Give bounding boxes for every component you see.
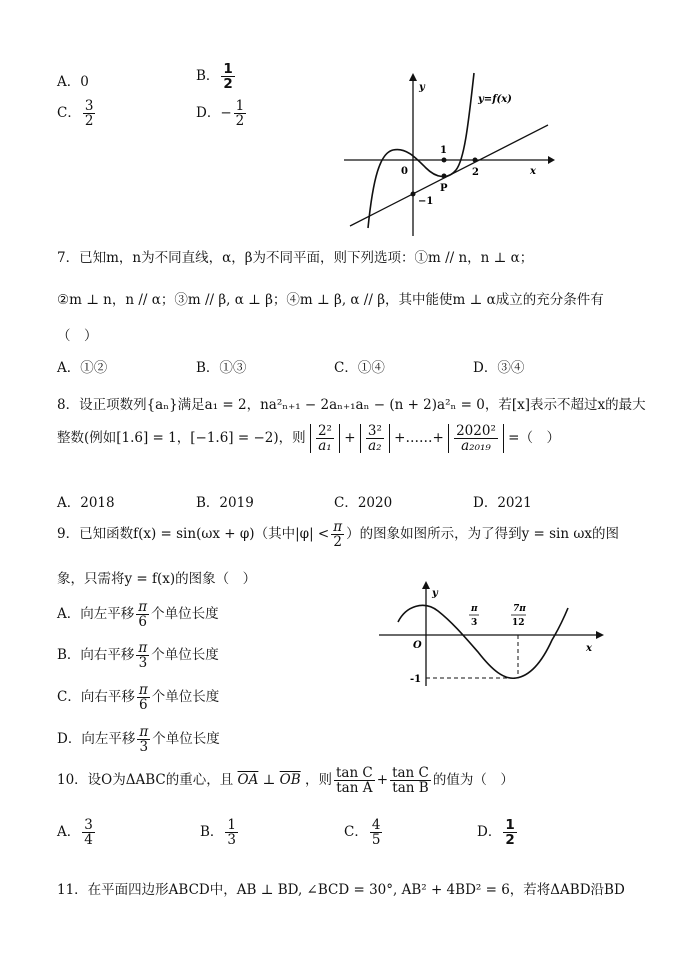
q6-option-c <box>57 99 97 128</box>
function-label: y=f(x) <box>478 94 512 105</box>
floor-bracket-3 <box>448 424 504 453</box>
x-axis-label: x <box>530 166 536 177</box>
numerator: 2² <box>317 423 332 439</box>
option-text: B．向右平移 <box>57 647 135 664</box>
option-label: B． <box>196 68 220 85</box>
q8-option-d: D．2021 <box>473 495 532 511</box>
q10-prefix: 10．设O为ΔABC的重心，且 <box>57 772 234 789</box>
plus-sign: + <box>376 772 389 789</box>
q6-option-d <box>196 99 248 128</box>
q9-line-2: 象，只需将y = f(x)的图象（ ） <box>57 571 257 587</box>
option-label: A． <box>57 74 81 90</box>
fraction <box>82 818 95 847</box>
vector-oa: $\overline{OA}$ <box>237 772 259 789</box>
fraction <box>136 600 149 629</box>
q8-suffix: =（ ） <box>508 430 560 447</box>
y-axis-arrow <box>422 581 430 589</box>
tick-label-2: 2 <box>472 167 479 178</box>
denominator: a₁ <box>316 438 334 453</box>
y-axis-label: y <box>419 82 425 93</box>
option-text: D．向左平移 <box>57 731 136 748</box>
fraction <box>221 62 234 91</box>
fraction <box>234 99 247 128</box>
option-text: C．向右平移 <box>57 689 135 706</box>
q9-option-c <box>57 683 219 712</box>
q11-line-1: 11．在平面四边形ABCD中，AB ⊥ BD, ∠BCD = 30°, AB² + 4BD² = 6，若将ΔABD沿BD <box>57 882 625 898</box>
q8-line-2-prefix: 整数(例如[1.6] = 1，[−1.6] = −2)，则 <box>57 430 306 447</box>
q10-option-d <box>477 818 519 847</box>
q9-line-1-suffix: ）的图象如图所示，为了得到y = sin ωx的图 <box>346 526 619 543</box>
q7-option-d: D．③④ <box>473 360 525 376</box>
numerator: π <box>138 640 148 656</box>
minus-sign: − <box>220 105 232 122</box>
numerator: 1 <box>235 98 245 114</box>
q6-option-b <box>196 62 237 91</box>
q8-option-a: A．2018 <box>57 495 115 511</box>
origin-label: 0 <box>401 166 408 177</box>
q9-option-a <box>57 600 219 629</box>
numerator: π <box>333 519 343 535</box>
q10-line-1 <box>57 766 514 795</box>
x-axis-arrow <box>548 156 555 164</box>
fraction <box>454 424 498 453</box>
denominator: tan B <box>390 780 431 795</box>
sine-curve <box>398 605 568 678</box>
x-axis-label: x <box>586 643 592 654</box>
q8-option-c: C．2020 <box>334 495 393 511</box>
ellipsis-sum: +……+ <box>394 430 444 447</box>
x-axis-arrow <box>596 631 604 639</box>
tick-label-pi3-num: π <box>471 604 478 614</box>
point-p-label: P <box>440 183 448 194</box>
numerator: tan C <box>392 765 429 781</box>
q9-line-1-prefix: 9．已知函数f(x) = sin(ωx + φ)（其中|φ| < <box>57 526 330 543</box>
q8-option-b: B．2019 <box>196 495 254 511</box>
q9-option-b <box>57 641 219 670</box>
q9-option-d <box>57 725 220 754</box>
tick-label-1: 1 <box>440 145 447 156</box>
q10-option-b <box>200 818 240 847</box>
denominator: tan A <box>334 780 375 795</box>
numerator: tan C <box>335 765 373 781</box>
q10-suffix: 的值为（ ） <box>432 772 514 789</box>
denominator: 4 <box>84 832 93 849</box>
option-label: B． <box>200 824 224 841</box>
q7-option-b: B．①③ <box>196 360 247 376</box>
q8-line-1: 8．设正项数列{aₙ}满足a₁ = 2，na²ₙ₊₁ − 2aₙ₊₁aₙ − (n + 2)a²ₙ = 0，若[x]表示不超过x的最大 <box>57 397 646 413</box>
denominator: a₂ <box>366 438 384 453</box>
fraction <box>136 641 149 670</box>
option-label: C． <box>344 824 368 841</box>
option-value: 0 <box>80 74 89 90</box>
q7-answer-paren: （ ） <box>57 328 98 344</box>
option-label: D． <box>196 105 221 122</box>
q7-line-1: 7．已知m，n为不同直线，α，β为不同平面，则下列选项：①m // n，n ⊥ α； <box>57 250 534 266</box>
q6-option-a <box>57 70 89 90</box>
denominator: 2 <box>223 76 233 93</box>
denominator: 3 <box>136 655 149 670</box>
fraction <box>137 725 150 754</box>
option-text: 个单位长度 <box>152 731 220 748</box>
option-text: 个单位长度 <box>151 689 220 706</box>
fraction <box>331 520 344 549</box>
denominator: 6 <box>136 614 149 629</box>
q10-mid: ，则 <box>304 772 332 789</box>
denominator: 5 <box>371 832 381 849</box>
point-x2 <box>473 158 478 163</box>
numerator: 3 <box>84 98 94 114</box>
denominator: 2 <box>331 534 344 549</box>
point-neg1 <box>411 192 416 197</box>
numerator: π <box>139 724 149 740</box>
plus-sign: + <box>344 430 356 447</box>
fraction <box>316 424 334 453</box>
option-text: A．向左平移 <box>57 606 135 623</box>
tick-label-7pi12-num: 7π <box>513 604 526 614</box>
numerator: 3 <box>84 817 93 833</box>
numerator: π <box>138 599 148 615</box>
denominator: 6 <box>137 697 150 712</box>
denominator: 2 <box>235 113 245 130</box>
y-axis-arrow <box>409 73 417 81</box>
fraction <box>225 818 238 847</box>
numerator: 4 <box>371 817 381 833</box>
denominator: 3 <box>137 739 150 754</box>
fraction <box>390 766 431 795</box>
q7-option-a: A．①② <box>57 360 108 376</box>
fraction <box>137 683 150 712</box>
perp-symbol: ⊥ <box>262 772 276 789</box>
numerator: 1 <box>223 61 233 77</box>
denominator: 3 <box>227 832 237 849</box>
fraction <box>370 818 383 847</box>
option-label: D． <box>477 824 502 841</box>
denominator: a₂₀₁₉ <box>454 438 498 453</box>
numerator: 1 <box>505 817 515 833</box>
denominator: 2 <box>505 832 515 849</box>
numerator: 3² <box>367 423 382 439</box>
floor-bracket-1 <box>310 424 340 453</box>
origin-label: O <box>413 640 422 651</box>
q7-option-c: C．①④ <box>334 360 385 376</box>
q8-line-2 <box>57 424 560 453</box>
tick-label-7pi12-den: 12 <box>512 618 525 628</box>
fraction <box>83 99 96 128</box>
function-graph-1 <box>338 68 558 240</box>
fraction <box>334 766 375 795</box>
option-text: 个单位长度 <box>151 647 219 664</box>
tick-label-neg1: −1 <box>418 196 434 207</box>
numerator: π <box>138 682 148 698</box>
floor-bracket-2 <box>360 424 390 453</box>
q7-line-2: ②m ⊥ n，n // α；③m // β, α ⊥ β；④m ⊥ β, α // β，其中能使m ⊥ α成立的充分条件有 <box>57 292 604 308</box>
fraction <box>503 818 516 847</box>
q9-line-1 <box>57 520 619 549</box>
fraction <box>366 424 384 453</box>
tick-label-neg1: -1 <box>410 674 422 685</box>
numerator: 2020² <box>456 423 496 439</box>
function-graph-2 <box>374 578 609 690</box>
q10-option-c <box>344 818 384 847</box>
point-x1 <box>442 158 447 163</box>
point-p <box>442 174 447 179</box>
tick-label-pi3-den: 3 <box>471 618 478 628</box>
option-label: C． <box>57 105 81 122</box>
denominator: 2 <box>84 113 94 130</box>
vector-ob: $\overline{OB}$ <box>279 772 301 789</box>
option-text: 个单位长度 <box>151 606 219 623</box>
y-axis-label: y <box>432 588 438 599</box>
numerator: 1 <box>227 817 237 833</box>
option-label: A． <box>57 824 81 841</box>
q10-option-a <box>57 818 97 847</box>
